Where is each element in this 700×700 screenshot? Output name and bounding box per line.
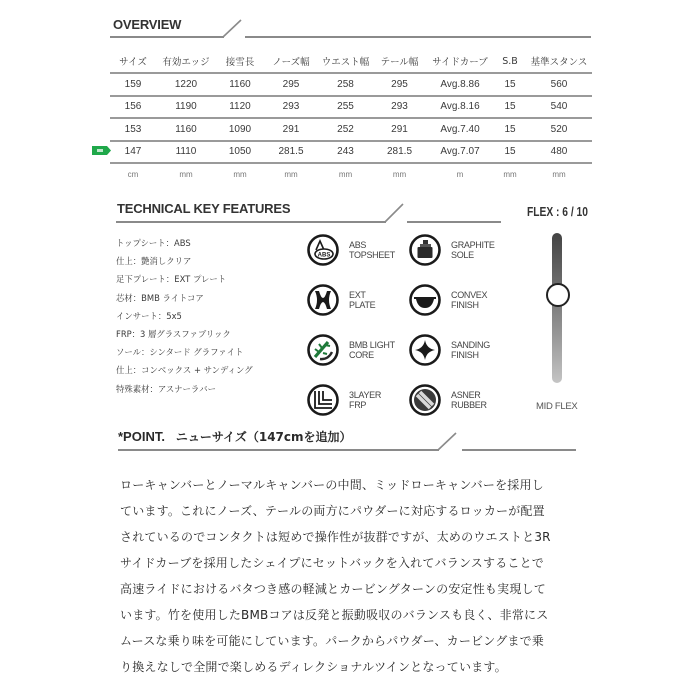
feature-3layer-frp [306, 383, 381, 417]
col-header: テール幅 [380, 57, 419, 68]
point-text: ニューサイズ（147cmを追加） [175, 430, 352, 444]
paragraph-line: り換えなしで全開で楽しめるディレクショナルツインとなっています。 [120, 660, 507, 674]
units-row [110, 163, 592, 184]
overview-underline [110, 36, 224, 38]
feature-ext-plate [306, 283, 375, 317]
overview-line [245, 36, 591, 38]
flex-slider-knob [546, 283, 570, 307]
unit-cell: mm [392, 169, 407, 179]
table-row [110, 96, 592, 119]
col-header: 接雪長 [225, 57, 255, 68]
feature-label-line1: BMB LIGHT [349, 340, 395, 350]
ext-plate-icon [306, 283, 340, 317]
table-cell: 252 [337, 123, 354, 135]
feature-abs-topsheet [306, 233, 395, 267]
feature-label [451, 340, 490, 360]
feature-label [349, 240, 395, 260]
feature-bmb-light-core [306, 333, 395, 367]
table-cell: 15 [504, 78, 516, 90]
feature-label [349, 390, 381, 410]
unit-cell: mm [233, 169, 247, 179]
table-cell: Avg.8.16 [440, 101, 480, 113]
flex-rating-title: FLEX : 6 / 10 [527, 205, 588, 219]
col-header: 有効エッジ [162, 57, 210, 68]
table-cell: 243 [337, 146, 354, 158]
flex-label: MID FLEX [536, 401, 578, 412]
paragraph-line: サイドカーブを採用したシェイプにセットバックを入れてバランスすることで [120, 556, 545, 570]
table-cell: 1220 [174, 78, 198, 90]
spec-list-item: 足下プレート：EXT プレート [116, 274, 227, 285]
col-header: サイドカーブ [432, 57, 488, 68]
spec-list-item: FRP：3 層グラスファブリック [116, 328, 231, 339]
feature-label-line2: FINISH [451, 300, 479, 310]
table-cell: 147 [124, 146, 142, 158]
unit-cell: mm [284, 169, 298, 179]
col-header: S.B [502, 55, 518, 67]
paragraph-line: います。竹を使用したBMBコアは反発と振動吸収のバランスも良く、非常にス [120, 608, 549, 622]
convex-finish-icon [408, 283, 442, 317]
feature-label-line1: ASNER [451, 390, 481, 400]
feature-label [349, 290, 375, 310]
col-header: サイズ [119, 57, 147, 68]
table-header-row [110, 50, 592, 73]
feature-label-line1: CONVEX [451, 290, 488, 300]
col-header: ノーズ幅 [272, 57, 310, 68]
feature-label-line2: PLATE [349, 300, 376, 310]
paragraph-line: ています。これにノーズ、テールの両方にパウダーに対応するロッカーが配置 [120, 504, 545, 518]
feature-label-line2: TOPSHEET [349, 250, 395, 260]
feature-label-line1: 3LAYER [349, 390, 382, 400]
feature-label [451, 290, 487, 310]
unit-cell: mm [179, 169, 193, 179]
table-cell: 15 [504, 123, 516, 135]
spec-list-item: 仕上：艶消しクリア [116, 256, 192, 267]
feature-label-line1: EXT [349, 290, 366, 300]
paragraph-line: 高速ライドにおけるバタつき感の軽減とカービングターンの安定性も実現して [120, 582, 546, 596]
3layer-frp-icon [306, 383, 340, 417]
table-cell: 1090 [228, 123, 252, 135]
spec-list-item: ソール：シンタード グラファイト [116, 347, 244, 358]
bmb-light-core-icon [306, 333, 340, 367]
table-cell: 15 [504, 146, 516, 158]
table-cell: 1160 [175, 123, 197, 135]
table-cell: 540 [550, 101, 568, 113]
table-cell: 520 [550, 123, 568, 135]
spec-list [116, 234, 253, 398]
feature-asner-rubber [408, 383, 487, 417]
table-cell: 15 [504, 101, 516, 113]
feature-label-line2: SOLE [451, 250, 474, 260]
paragraph-line: されているのでコンタクトは短めで操作性が抜群ですが、太めのウエストと3R [120, 530, 551, 544]
table-cell: Avg.8.86 [440, 78, 480, 90]
features-underline [116, 221, 386, 223]
col-header: 基準スタンス [530, 57, 588, 68]
spec-list-item: インサート：5x5 [116, 310, 182, 321]
unit-cell: m [456, 169, 464, 179]
overview-title: OVERVIEW [113, 17, 182, 32]
feature-label-line2: RUBBER [451, 400, 487, 410]
feature-label [349, 340, 395, 360]
col-header: ウエスト幅 [321, 57, 370, 68]
table-cell: 295 [391, 78, 408, 90]
paragraph-line: ムースな乗り味を可能にしています。パークからパウダー、カービングまで乗 [120, 634, 545, 648]
table-cell: 293 [282, 101, 300, 113]
spec-list-item: 芯材：BMB ライトコア [116, 292, 204, 303]
feature-graphite-sole [408, 233, 495, 267]
feature-label-line1: ABS [349, 240, 367, 250]
table-cell: 156 [124, 101, 142, 113]
flex-slider-track [552, 233, 562, 383]
feature-label-line1: GRAPHITE [451, 240, 495, 250]
features-line [407, 221, 501, 223]
point-slash-divider [437, 431, 459, 451]
table-cell: 291 [282, 123, 300, 135]
feature-label-line2: CORE [349, 350, 374, 360]
table-cell: 293 [391, 101, 408, 113]
new-size-badge [92, 146, 111, 155]
asner-rubber-icon [408, 383, 442, 417]
feature-sanding-finish [408, 333, 490, 367]
table-cell: 255 [337, 101, 354, 113]
sanding-finish-icon [408, 333, 442, 367]
features-title: TECHNICAL KEY FEATURES [117, 201, 291, 216]
point-title [118, 428, 352, 445]
point-prefix: *POINT. [118, 429, 165, 444]
table-row [110, 73, 592, 96]
table-cell: 258 [337, 78, 354, 90]
table-cell: 291 [391, 123, 408, 135]
table-cell: 153 [124, 123, 142, 135]
paragraph-line: ローキャンバーとノーマルキャンバーの中間、ミッドローキャンバーを採用し [120, 478, 544, 492]
feature-label-line2: FINISH [451, 350, 479, 360]
table-cell: 295 [282, 78, 300, 90]
table-cell: 1050 [228, 146, 252, 158]
table-cell: 560 [550, 78, 568, 90]
feature-convex-finish [408, 283, 487, 317]
features-slash-divider [384, 202, 406, 223]
spec-list-item: 仕上：コンベックス + サンディング [116, 365, 253, 376]
point-line [462, 449, 576, 451]
spec-list-item: 特殊素材：アスナーラバー [116, 383, 216, 394]
table-cell: 281.5 [386, 146, 413, 158]
feature-label-line1: SANDING [451, 340, 490, 350]
table-cell: 1190 [175, 101, 197, 113]
description-paragraph [120, 472, 590, 680]
table-cell: 480 [550, 146, 568, 158]
table-cell: Avg.7.07 [440, 146, 480, 158]
table-row-new-size [110, 141, 592, 164]
overview-slash-divider [222, 18, 244, 38]
table-row [110, 118, 592, 141]
abs-topsheet-icon [306, 233, 340, 267]
graphite-sole-icon [408, 233, 442, 267]
feature-label-line2: FRP [349, 400, 367, 410]
feature-label [451, 240, 495, 260]
table-cell: 1110 [175, 146, 197, 158]
unit-cell: mm [338, 169, 353, 179]
table-cell: 159 [124, 78, 142, 90]
svg-text:ABS: ABS [317, 252, 331, 259]
table-cell: 1120 [229, 101, 251, 113]
table-cell: Avg.7.40 [440, 123, 480, 135]
point-underline [118, 449, 439, 451]
unit-cell: cm [127, 169, 139, 179]
table-cell: 281.5 [278, 146, 304, 158]
unit-cell: mm [503, 169, 517, 179]
table-cell: 1160 [229, 78, 251, 90]
spec-list-item: トップシート：ABS [116, 238, 191, 248]
feature-label [451, 390, 487, 410]
unit-cell: mm [552, 169, 566, 179]
spec-table [110, 50, 592, 184]
